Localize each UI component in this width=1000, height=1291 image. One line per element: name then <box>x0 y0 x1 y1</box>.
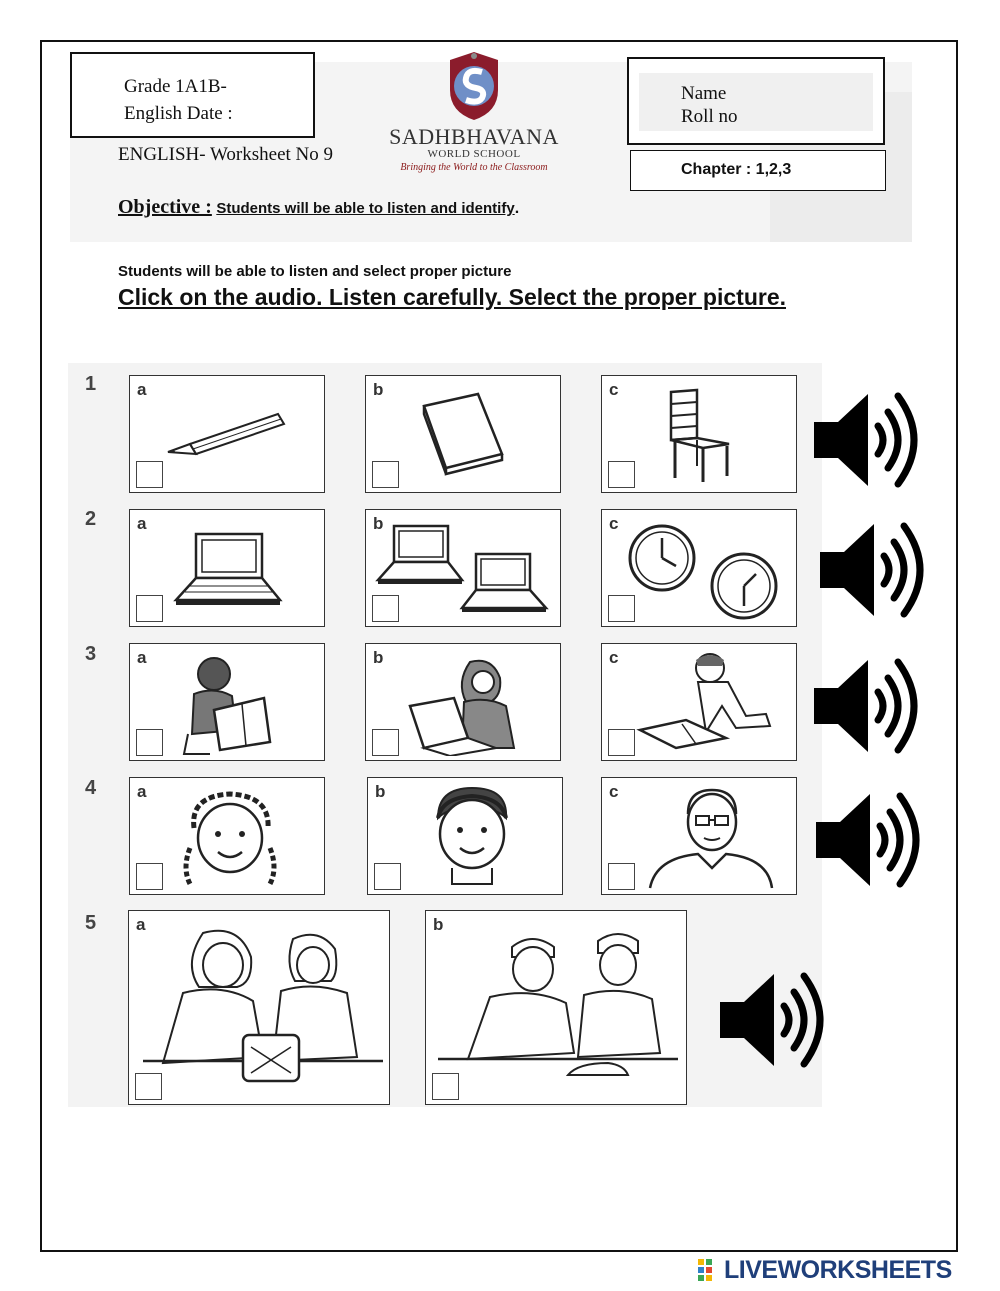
speaker-icon[interactable] <box>810 786 928 894</box>
q3-option-a[interactable] <box>129 643 325 761</box>
pencil-icon <box>160 406 290 456</box>
chapter-label: Chapter : 1,2,3 <box>681 161 792 178</box>
q4-option-a[interactable] <box>129 777 325 895</box>
two-clocks-icon <box>620 520 790 624</box>
q3-option-b[interactable] <box>365 643 561 761</box>
school-crest-icon <box>446 50 502 122</box>
question-number-4: 4 <box>85 777 97 799</box>
answer-checkbox[interactable] <box>372 461 399 488</box>
q3-option-c[interactable] <box>601 643 797 761</box>
answer-checkbox[interactable] <box>608 595 635 622</box>
objective-period: . <box>514 200 520 217</box>
question-number-3: 3 <box>85 643 97 665</box>
liveworksheets-logo-icon <box>698 1259 720 1281</box>
roll-label: Roll no <box>681 106 738 127</box>
answer-checkbox[interactable] <box>136 863 163 890</box>
q1-option-c[interactable] <box>601 375 797 493</box>
book-icon <box>416 390 516 476</box>
q5-option-b[interactable] <box>425 910 687 1105</box>
answer-checkbox[interactable] <box>372 729 399 756</box>
option-letter: c <box>609 648 619 667</box>
two-boys-icon <box>438 925 678 1105</box>
q5-option-a[interactable] <box>128 910 390 1105</box>
option-letter: b <box>373 514 384 533</box>
worksheet-title: ENGLISH- Worksheet No 9 <box>118 144 334 165</box>
question-number-1: 1 <box>85 373 97 395</box>
school-name: SADHBHAVANA <box>389 124 559 149</box>
option-letter: a <box>136 915 146 934</box>
option-letter: a <box>137 782 147 801</box>
question-number-5: 5 <box>85 912 97 934</box>
chapter-box <box>630 150 886 191</box>
objective-text: Students will be able to listen and identify <box>216 200 515 217</box>
answer-checkbox[interactable] <box>608 729 635 756</box>
speaker-icon[interactable] <box>808 652 926 760</box>
option-letter: b <box>373 380 384 399</box>
objective-label: Objective : <box>118 196 212 218</box>
girl-laptop-icon <box>406 652 536 756</box>
answer-checkbox[interactable] <box>136 461 163 488</box>
speaker-icon[interactable] <box>814 516 932 624</box>
two-laptops-icon <box>372 520 556 620</box>
school-logo <box>388 50 560 180</box>
name-label: Name <box>681 83 727 104</box>
speaker-icon[interactable] <box>808 386 926 494</box>
instruction-small: Students will be able to listen and select proper picture <box>118 263 512 280</box>
q2-option-a[interactable] <box>129 509 325 627</box>
q1-option-b[interactable] <box>365 375 561 493</box>
option-letter: b <box>373 648 384 667</box>
boy-floor-reading-icon <box>636 648 796 752</box>
laptop-icon <box>170 530 290 610</box>
instruction-main: Click on the audio. Listen carefully. Select the proper picture. <box>118 284 786 310</box>
date-line: English Date : <box>124 103 233 124</box>
option-letter: a <box>137 648 147 667</box>
answer-checkbox[interactable] <box>374 863 401 890</box>
answer-checkbox[interactable] <box>608 863 635 890</box>
objective <box>118 196 538 220</box>
liveworksheets-text: LIVEWORKSHEETS <box>724 1256 952 1284</box>
school-tagline: Bringing the World to the Classroom <box>400 162 548 173</box>
answer-checkbox[interactable] <box>372 595 399 622</box>
q2-option-b[interactable] <box>365 509 561 627</box>
option-letter: b <box>375 782 386 801</box>
man-glasses-icon <box>646 784 776 892</box>
curly-girl-icon <box>176 788 286 892</box>
speaker-icon[interactable] <box>714 966 832 1074</box>
school-subtitle: WORLD SCHOOL <box>427 148 521 160</box>
two-girls-icon <box>143 923 383 1103</box>
name-roll-box <box>627 57 885 145</box>
answer-checkbox[interactable] <box>136 595 163 622</box>
q2-option-c[interactable] <box>601 509 797 627</box>
answer-checkbox[interactable] <box>608 461 635 488</box>
boy-face-icon <box>422 784 522 892</box>
option-letter: c <box>609 514 619 533</box>
answer-checkbox[interactable] <box>135 1073 162 1100</box>
answer-checkbox[interactable] <box>136 729 163 756</box>
grade-date-box <box>70 52 315 138</box>
q4-option-c[interactable] <box>601 777 797 895</box>
q1-option-a[interactable] <box>129 375 325 493</box>
option-letter: b <box>433 915 444 934</box>
chair-icon <box>657 386 747 486</box>
option-letter: c <box>609 782 619 801</box>
grade-line: Grade 1A1B- <box>124 76 227 97</box>
q4-option-b[interactable] <box>367 777 563 895</box>
answer-checkbox[interactable] <box>432 1073 459 1100</box>
option-letter: a <box>137 380 147 399</box>
boy-reading-icon <box>174 650 284 758</box>
question-number-2: 2 <box>85 508 97 530</box>
option-letter: c <box>609 380 619 399</box>
option-letter: a <box>137 514 147 533</box>
